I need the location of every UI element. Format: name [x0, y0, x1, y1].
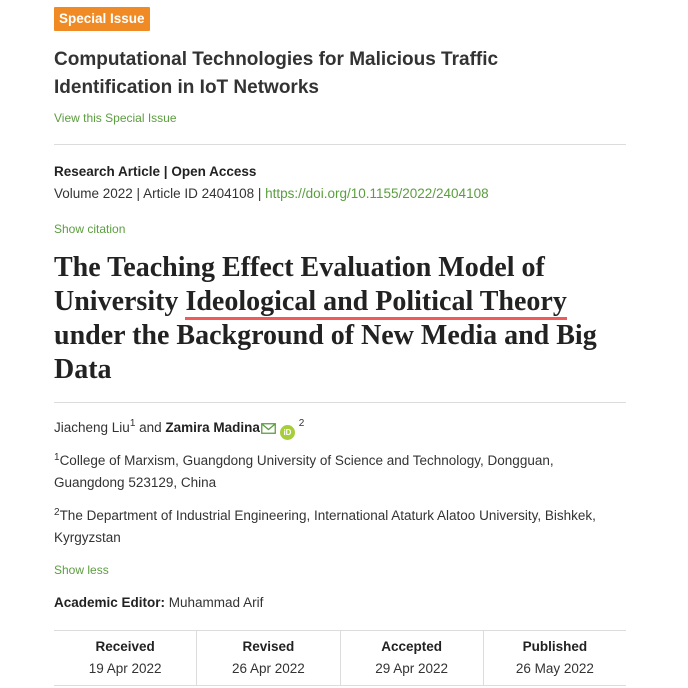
date-value: 19 Apr 2022: [88, 661, 162, 676]
date-value: 26 Apr 2022: [231, 661, 305, 676]
title-highlight: Ideological and Political Theory: [185, 286, 566, 320]
show-less-link[interactable]: Show less: [54, 563, 109, 577]
volume-text: Volume 2022 | Article ID 2404108 |: [54, 186, 266, 201]
affiliation-1-text: College of Marxism, Guangdong University of Science and Technology, Dongguan, Guangdong 523129, China: [54, 453, 554, 490]
author-1[interactable]: Jiacheng Liu: [54, 420, 130, 435]
author-2-affiliation: 2: [298, 418, 305, 429]
affiliation-2-number: 2: [54, 507, 60, 518]
author-2[interactable]: Zamira Madina: [165, 420, 260, 435]
article-volume-line: [54, 186, 489, 201]
date-accepted: [341, 631, 484, 685]
editor-label: Academic Editor:: [54, 595, 166, 610]
author-1-affiliation: 1: [129, 418, 136, 429]
special-issue-title[interactable]: Computational Technologies for Malicious Traffic Identification in IoT Networks: [54, 49, 499, 98]
article-title: [54, 251, 626, 387]
author-list: [54, 418, 304, 440]
date-received: [54, 631, 197, 685]
author-joiner: and: [135, 420, 166, 435]
editor-name: Muhammad Arif: [165, 595, 264, 610]
orcid-icon[interactable]: iD: [280, 425, 295, 440]
date-published: [484, 631, 626, 685]
date-value: 26 May 2022: [515, 661, 594, 676]
date-revised: [197, 631, 340, 685]
article-type: Research Article | Open Access: [54, 164, 257, 179]
date-label: Received: [95, 639, 155, 654]
academic-editor: [54, 595, 263, 610]
divider: [54, 144, 626, 145]
title-part-1: The Teaching Effect Evaluation Model of University: [54, 252, 545, 317]
doi-link[interactable]: https://doi.org/10.1155/2022/2404108: [265, 186, 489, 201]
affiliation-1-number: 1: [54, 452, 60, 463]
title-part-2: under the Background of New Media and Big Data: [54, 320, 597, 385]
affiliation-2: [54, 502, 614, 549]
publication-dates: [54, 630, 626, 686]
divider: [54, 402, 626, 403]
affiliation-1: [54, 447, 614, 494]
affiliation-2-text: The Department of Industrial Engineering, International Ataturk Alatoo University, Bishkek, Kyrgyzstan: [54, 508, 596, 545]
date-label: Accepted: [381, 639, 443, 654]
show-citation-link[interactable]: Show citation: [54, 222, 126, 236]
special-issue-badge: Special Issue: [54, 7, 150, 31]
date-label: Published: [522, 639, 588, 654]
mail-icon[interactable]: [261, 422, 276, 437]
view-special-issue-link[interactable]: View this Special Issue: [54, 111, 177, 125]
date-value: 29 Apr 2022: [375, 661, 449, 676]
date-label: Revised: [242, 639, 295, 654]
